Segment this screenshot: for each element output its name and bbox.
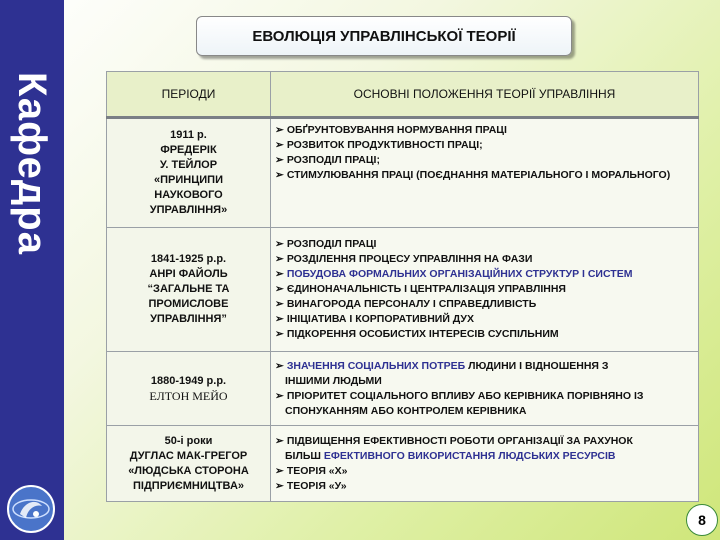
list-item: ➢ ПРІОРИТЕТ СОЦІАЛЬНОГО ВПЛИВУ АБО КЕРІВНИКА ПОРІВНЯНО ІЗ [275, 389, 644, 402]
list-item: ➢ ПІДВИЩЕННЯ ЕФЕКТИВНОСТІ РОБОТИ ОРГАНІЗАЦІЇ ЗА РАХУНОК [275, 434, 633, 447]
arrow-bullet-icon: ➢ [275, 479, 284, 492]
period-cell: 1880-1949 р.р. ЕЛТОН МЕЙО [107, 352, 271, 426]
arrow-bullet-icon: ➢ [275, 238, 284, 250]
arrow-bullet-icon: ➢ [275, 389, 284, 402]
theory-cell: ➢ ЗНАЧЕННЯ СОЦІАЛЬНИХ ПОТРЕБ ЛЮДИНИ І ВІДНОШЕННЯ З ІНШИМИ ЛЮДЬМИ ➢ ПРІОРИТЕТ СОЦІАЛЬНОГО ВПЛИВУ АБО КЕРІВНИКА ПОРІВНЯНО ІЗ СПОНУКАННЯМ АБО КОНТРОЛЕМ КЕРІВНИКА [271, 352, 699, 426]
column-header-periods: ПЕРІОДИ [107, 72, 271, 118]
arrow-bullet-icon: ➢ [275, 359, 284, 372]
arrow-bullet-icon: ➢ [275, 283, 284, 295]
list-item: ➢ РОЗПОДІЛ ПРАЦІ [275, 238, 377, 250]
sidebar-label-line1: Кафедра [10, 72, 54, 255]
theory-cell [271, 118, 699, 228]
sidebar-label [2, 72, 62, 255]
list-item: ➢ РОЗДІЛЕННЯ ПРОЦЕСУ УПРАВЛІННЯ НА ФАЗИ [275, 253, 533, 265]
arrow-bullet-icon: ➢ [275, 313, 284, 325]
list-item: ➢ ОБҐРУНТОВУВАННЯ НОРМУВАННЯ ПРАЦІ [275, 124, 507, 136]
list-item: ➢ РОЗПОДІЛ ПРАЦІ; [275, 154, 380, 166]
table-row [107, 426, 699, 502]
sidebar-band [0, 0, 64, 540]
list-item: ➢ ІНІЦІАТИВА І КОРПОРАТИВНИЙ ДУХ [275, 313, 474, 325]
list-item: ➢ ЄДИНОНАЧАЛЬНІСТЬ І ЦЕНТРАЛІЗАЦІЯ УПРАВЛІННЯ [275, 283, 566, 295]
arrow-bullet-icon: ➢ [275, 253, 284, 265]
arrow-bullet-icon: ➢ [275, 464, 284, 477]
list-item: ➢ ВИНАГОРОДА ПЕРСОНАЛУ І СПРАВЕДЛИВІСТЬ [275, 298, 537, 310]
period-cell: 50-і роки ДУГЛАС МАК-ГРЕГОР «ЛЮДСЬКА СТОРОНА ПІДПРИЄМНИЦТВА» [107, 426, 271, 502]
arrow-bullet-icon: ➢ [275, 169, 284, 181]
theory-table [106, 71, 699, 502]
arrow-bullet-icon: ➢ [275, 154, 284, 166]
list-item: ➢ ПОБУДОВА ФОРМАЛЬНИХ ОРГАНІЗАЦІЙНИХ СТРУКТУР І СИСТЕМ [275, 268, 633, 280]
list-item: ➢ ТЕОРІЯ «Х» [275, 464, 348, 477]
list-item: ➢ РОЗВИТОК ПРОДУКТИВНОСТІ ПРАЦІ; [275, 139, 483, 151]
table-row [107, 118, 699, 228]
list-item: ➢ ЗНАЧЕННЯ СОЦІАЛЬНИХ ПОТРЕБ ЛЮДИНИ І ВІДНОШЕННЯ З [275, 359, 609, 372]
arrow-bullet-icon: ➢ [275, 268, 284, 280]
theory-cell: ➢ ПІДВИЩЕННЯ ЕФЕКТИВНОСТІ РОБОТИ ОРГАНІЗАЦІЇ ЗА РАХУНОК БІЛЬШ ЕФЕКТИВНОГО ВИКОРИСТАННЯ ЛЮДСЬКИХ РЕСУРСІВ ➢ ТЕОРІЯ «Х» ➢ ТЕОРІЯ «У» [271, 426, 699, 502]
arrow-bullet-icon: ➢ [275, 328, 284, 340]
page-number: 8 [686, 504, 718, 536]
list-item: ➢ ТЕОРІЯ «У» [275, 479, 347, 492]
period-cell: 1911 р. ФРЕДЕРІК У. ТЕЙЛОР «ПРИНЦИПИ НАУКОВОГО УПРАВЛІННЯ» [107, 118, 271, 228]
theory-cell [271, 228, 699, 352]
table-row [107, 352, 699, 426]
university-logo-icon [6, 484, 56, 534]
column-header-theory: ОСНОВНІ ПОЛОЖЕННЯ ТЕОРІЇ УПРАВЛІННЯ [271, 72, 699, 118]
arrow-bullet-icon: ➢ [275, 298, 284, 310]
arrow-bullet-icon: ➢ [275, 139, 284, 151]
period-cell: 1841-1925 р.р. АНРІ ФАЙОЛЬ “ЗАГАЛЬНЕ ТА ПРОМИСЛОВЕ УПРАВЛІННЯ” [107, 228, 271, 352]
list-item: ➢ СТИМУЛЮВАННЯ ПРАЦІ (ПОЄДНАННЯ МАТЕРІАЛЬНОГО І МОРАЛЬНОГО) [275, 169, 671, 181]
arrow-bullet-icon: ➢ [275, 124, 284, 136]
slide-title: ЕВОЛЮЦІЯ УПРАВЛІНСЬКОЇ ТЕОРІЇ [196, 16, 572, 56]
list-item: ➢ ПІДКОРЕННЯ ОСОБИСТИХ ІНТЕРЕСІВ СУСПІЛЬНИМ [275, 328, 559, 340]
table-row [107, 228, 699, 352]
arrow-bullet-icon: ➢ [275, 434, 284, 447]
